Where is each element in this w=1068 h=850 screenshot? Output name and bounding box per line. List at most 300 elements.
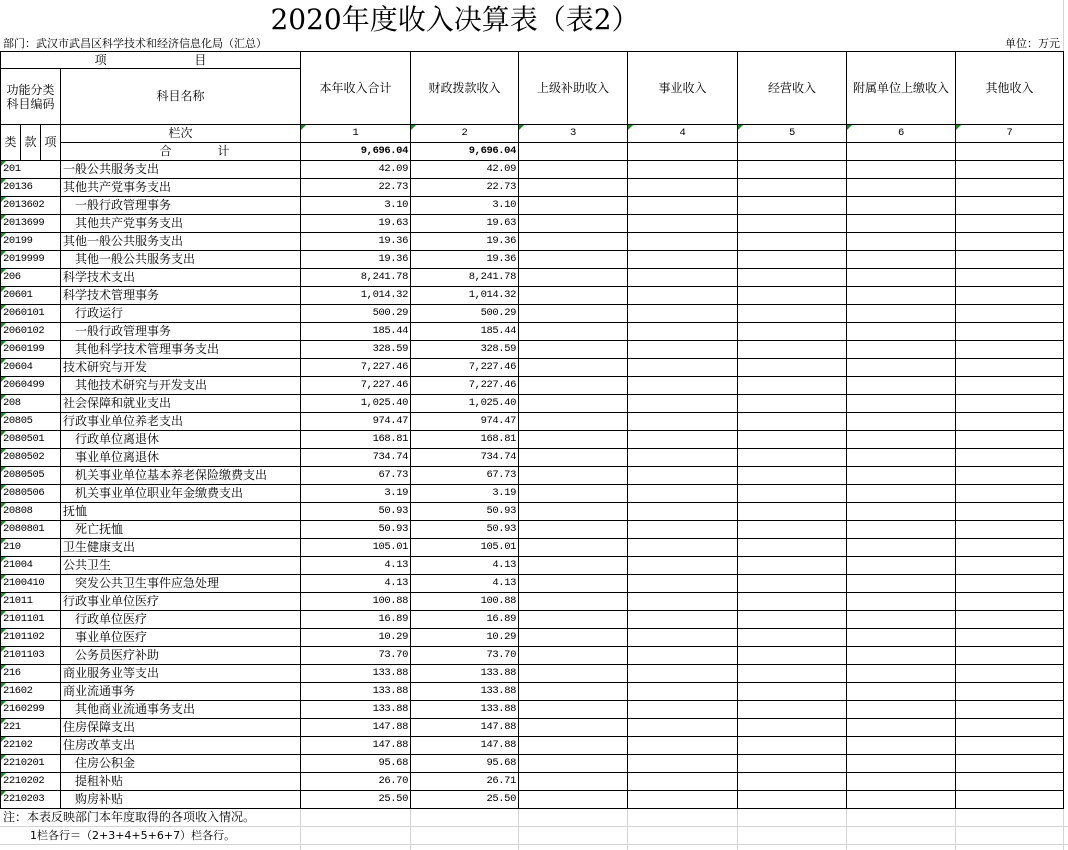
amount-cell[interactable] (628, 755, 738, 773)
amount-cell[interactable] (628, 593, 738, 611)
amount-cell[interactable] (628, 719, 738, 737)
amount-cell[interactable]: 42.09 (301, 161, 411, 179)
unit-label[interactable]: 单位：万元 (1005, 37, 1060, 50)
amount-cell[interactable] (628, 773, 738, 791)
amount-cell[interactable]: 42.09 (411, 161, 519, 179)
amount-cell[interactable] (738, 683, 847, 701)
amount-cell[interactable]: 974.47 (301, 413, 411, 431)
amount-cell[interactable] (847, 197, 956, 215)
amount-cell[interactable] (519, 737, 628, 755)
subject-name-cell[interactable]: 其他技术研究与开发支出 (61, 377, 301, 395)
subject-code-cell[interactable]: 2080501 (1, 431, 61, 449)
function-code-header-cell[interactable]: 功能分类科目编码 (1, 69, 61, 125)
amount-cell[interactable] (956, 323, 1064, 341)
amount-cell[interactable] (847, 179, 956, 197)
subject-code-cell[interactable]: 21011 (1, 593, 61, 611)
amount-cell[interactable] (628, 449, 738, 467)
amount-cell[interactable] (956, 233, 1064, 251)
amount-cell[interactable]: 8,241.78 (411, 269, 519, 287)
amount-cell[interactable] (738, 413, 847, 431)
column-index-label-cell[interactable]: 栏次 (61, 125, 301, 143)
amount-cell[interactable] (519, 449, 628, 467)
amount-cell[interactable] (956, 467, 1064, 485)
amount-cell[interactable] (519, 431, 628, 449)
amount-cell[interactable] (738, 521, 847, 539)
amount-cell[interactable]: 147.88 (301, 737, 411, 755)
amount-cell[interactable] (956, 647, 1064, 665)
amount-cell[interactable] (956, 197, 1064, 215)
amount-cell[interactable] (956, 161, 1064, 179)
subject-code-cell[interactable]: 20199 (1, 233, 61, 251)
amount-cell[interactable] (519, 575, 628, 593)
column-number-cell[interactable]: 3 (519, 125, 628, 143)
amount-cell[interactable]: 3.10 (411, 197, 519, 215)
subject-name-cell[interactable]: 抚恤 (61, 503, 301, 521)
subject-code-cell[interactable]: 2210203 (1, 791, 61, 809)
page-title[interactable]: 2020年度收入决算表（表2） (270, 3, 640, 36)
subject-code-cell[interactable]: 210 (1, 539, 61, 557)
amount-cell[interactable] (628, 647, 738, 665)
subject-code-cell[interactable]: 21004 (1, 557, 61, 575)
subject-code-cell[interactable]: 20601 (1, 287, 61, 305)
amount-cell[interactable] (519, 305, 628, 323)
column-number-cell[interactable]: 5 (738, 125, 847, 143)
subject-code-cell[interactable]: 2101102 (1, 629, 61, 647)
amount-cell[interactable]: 100.88 (411, 593, 519, 611)
amount-cell[interactable] (956, 503, 1064, 521)
amount-cell[interactable]: 16.89 (411, 611, 519, 629)
subject-code-cell[interactable]: 2013602 (1, 197, 61, 215)
subject-name-cell[interactable]: 卫生健康支出 (61, 539, 301, 557)
amount-cell[interactable]: 19.36 (411, 251, 519, 269)
amount-cell[interactable] (956, 485, 1064, 503)
subject-name-cell[interactable]: 机关事业单位职业年金缴费支出 (61, 485, 301, 503)
amount-cell[interactable] (519, 521, 628, 539)
subject-code-cell[interactable]: 2060199 (1, 341, 61, 359)
amount-cell[interactable]: 105.01 (301, 539, 411, 557)
amount-cell[interactable]: 50.93 (301, 503, 411, 521)
amount-cell[interactable]: 95.68 (301, 755, 411, 773)
amount-cell[interactable] (738, 737, 847, 755)
amount-cell[interactable] (847, 485, 956, 503)
amount-cell[interactable] (956, 179, 1064, 197)
total-value-cell[interactable]: 9,696.04 (411, 143, 519, 161)
amount-cell[interactable] (519, 611, 628, 629)
amount-cell[interactable] (519, 755, 628, 773)
amount-cell[interactable]: 133.88 (301, 665, 411, 683)
column-number-cell[interactable]: 2 (411, 125, 519, 143)
total-value-cell[interactable] (628, 143, 738, 161)
amount-cell[interactable]: 7,227.46 (301, 359, 411, 377)
subject-name-cell[interactable]: 商业服务业等支出 (61, 665, 301, 683)
amount-cell[interactable]: 133.88 (411, 683, 519, 701)
amount-cell[interactable] (738, 791, 847, 809)
amount-cell[interactable] (519, 341, 628, 359)
subject-code-cell[interactable]: 2080506 (1, 485, 61, 503)
amount-cell[interactable] (738, 665, 847, 683)
amount-cell[interactable] (738, 215, 847, 233)
subject-code-cell[interactable]: 20136 (1, 179, 61, 197)
amount-cell[interactable] (956, 539, 1064, 557)
amount-cell[interactable] (847, 251, 956, 269)
amount-cell[interactable] (628, 611, 738, 629)
amount-cell[interactable] (847, 557, 956, 575)
amount-cell[interactable] (738, 629, 847, 647)
amount-cell[interactable] (628, 161, 738, 179)
subject-code-cell[interactable]: 2210202 (1, 773, 61, 791)
amount-cell[interactable] (628, 701, 738, 719)
amount-cell[interactable]: 185.44 (411, 323, 519, 341)
amount-cell[interactable] (847, 413, 956, 431)
amount-cell[interactable] (956, 755, 1064, 773)
amount-cell[interactable] (519, 503, 628, 521)
amount-cell[interactable]: 19.63 (411, 215, 519, 233)
total-value-cell[interactable] (738, 143, 847, 161)
amount-cell[interactable] (956, 629, 1064, 647)
amount-cell[interactable] (628, 269, 738, 287)
amount-cell[interactable] (847, 629, 956, 647)
amount-cell[interactable] (956, 449, 1064, 467)
category-header-cell[interactable]: 类 (1, 125, 21, 161)
total-value-cell[interactable] (956, 143, 1064, 161)
amount-cell[interactable]: 26.70 (301, 773, 411, 791)
amount-cell[interactable] (847, 539, 956, 557)
amount-cell[interactable] (847, 341, 956, 359)
amount-cell[interactable]: 974.47 (411, 413, 519, 431)
amount-cell[interactable]: 25.50 (411, 791, 519, 809)
amount-cell[interactable]: 50.93 (411, 521, 519, 539)
amount-cell[interactable] (847, 701, 956, 719)
amount-cell[interactable]: 50.93 (411, 503, 519, 521)
amount-cell[interactable] (956, 431, 1064, 449)
amount-cell[interactable] (519, 557, 628, 575)
amount-cell[interactable]: 50.93 (301, 521, 411, 539)
amount-cell[interactable] (628, 737, 738, 755)
amount-cell[interactable]: 1,014.32 (411, 287, 519, 305)
subject-code-cell[interactable]: 2080801 (1, 521, 61, 539)
item-header-cell[interactable]: 项 (41, 125, 61, 161)
amount-cell[interactable] (956, 269, 1064, 287)
amount-cell[interactable] (956, 413, 1064, 431)
subject-name-cell[interactable]: 其他共产党事务支出 (61, 215, 301, 233)
amount-cell[interactable] (956, 737, 1064, 755)
amount-cell[interactable]: 168.81 (411, 431, 519, 449)
amount-cell[interactable] (519, 665, 628, 683)
amount-cell[interactable]: 100.88 (301, 593, 411, 611)
amount-cell[interactable]: 1,025.40 (301, 395, 411, 413)
subject-code-cell[interactable]: 20604 (1, 359, 61, 377)
amount-cell[interactable] (628, 305, 738, 323)
amount-cell[interactable] (628, 413, 738, 431)
amount-cell[interactable]: 3.10 (301, 197, 411, 215)
amount-cell[interactable] (738, 755, 847, 773)
amount-cell[interactable] (956, 575, 1064, 593)
amount-cell[interactable] (628, 359, 738, 377)
subject-name-cell[interactable]: 一般行政管理事务 (61, 197, 301, 215)
amount-cell[interactable]: 734.74 (301, 449, 411, 467)
amount-cell[interactable] (628, 665, 738, 683)
amount-cell[interactable]: 185.44 (301, 323, 411, 341)
amount-cell[interactable] (519, 485, 628, 503)
amount-cell[interactable]: 133.88 (301, 683, 411, 701)
amount-cell[interactable] (738, 449, 847, 467)
amount-cell[interactable] (956, 701, 1064, 719)
subject-name-cell[interactable]: 公共卫生 (61, 557, 301, 575)
amount-cell[interactable]: 19.36 (411, 233, 519, 251)
amount-cell[interactable] (847, 521, 956, 539)
amount-cell[interactable]: 19.63 (301, 215, 411, 233)
amount-cell[interactable] (956, 593, 1064, 611)
amount-cell[interactable]: 105.01 (411, 539, 519, 557)
amount-cell[interactable] (847, 467, 956, 485)
amount-cell[interactable] (519, 701, 628, 719)
amount-cell[interactable] (738, 647, 847, 665)
amount-cell[interactable] (956, 341, 1064, 359)
subject-code-cell[interactable]: 208 (1, 395, 61, 413)
amount-cell[interactable] (847, 287, 956, 305)
total-label-cell[interactable]: 合 计 (61, 143, 301, 161)
subject-code-cell[interactable]: 2100410 (1, 575, 61, 593)
amount-cell[interactable]: 10.29 (301, 629, 411, 647)
amount-cell[interactable] (956, 791, 1064, 809)
amount-cell[interactable] (847, 773, 956, 791)
column-number-cell[interactable]: 4 (628, 125, 738, 143)
subject-name-cell[interactable]: 住房改革支出 (61, 737, 301, 755)
amount-cell[interactable]: 4.13 (411, 557, 519, 575)
amount-cell[interactable] (738, 557, 847, 575)
column-header-affiliated-remittance[interactable]: 附属单位上缴收入 (847, 52, 956, 125)
amount-cell[interactable] (738, 611, 847, 629)
amount-cell[interactable] (628, 323, 738, 341)
amount-cell[interactable] (847, 305, 956, 323)
amount-cell[interactable] (628, 485, 738, 503)
amount-cell[interactable] (519, 593, 628, 611)
amount-cell[interactable] (738, 251, 847, 269)
amount-cell[interactable]: 8,241.78 (301, 269, 411, 287)
amount-cell[interactable] (738, 179, 847, 197)
amount-cell[interactable] (519, 179, 628, 197)
amount-cell[interactable] (628, 251, 738, 269)
amount-cell[interactable] (956, 773, 1064, 791)
amount-cell[interactable] (738, 269, 847, 287)
amount-cell[interactable] (628, 395, 738, 413)
amount-cell[interactable]: 7,227.46 (411, 377, 519, 395)
amount-cell[interactable] (847, 377, 956, 395)
amount-cell[interactable] (847, 755, 956, 773)
subject-code-cell[interactable]: 201 (1, 161, 61, 179)
amount-cell[interactable] (628, 575, 738, 593)
amount-cell[interactable] (956, 665, 1064, 683)
subject-code-cell[interactable]: 2160299 (1, 701, 61, 719)
amount-cell[interactable]: 16.89 (301, 611, 411, 629)
column-number-cell[interactable]: 1 (301, 125, 411, 143)
amount-cell[interactable]: 25.50 (301, 791, 411, 809)
amount-cell[interactable]: 22.73 (301, 179, 411, 197)
amount-cell[interactable] (738, 359, 847, 377)
subject-name-cell[interactable]: 一般公共服务支出 (61, 161, 301, 179)
subject-name-cell[interactable]: 突发公共卫生事件应急处理 (61, 575, 301, 593)
subject-name-cell[interactable]: 死亡抚恤 (61, 521, 301, 539)
subject-code-cell[interactable]: 2080502 (1, 449, 61, 467)
amount-cell[interactable] (847, 359, 956, 377)
subject-name-cell[interactable]: 其他商业流通事务支出 (61, 701, 301, 719)
amount-cell[interactable]: 734.74 (411, 449, 519, 467)
amount-cell[interactable] (956, 251, 1064, 269)
column-number-cell[interactable]: 6 (847, 125, 956, 143)
amount-cell[interactable]: 4.13 (301, 575, 411, 593)
amount-cell[interactable] (956, 359, 1064, 377)
amount-cell[interactable] (847, 719, 956, 737)
subject-name-cell[interactable]: 机关事业单位基本养老保险缴费支出 (61, 467, 301, 485)
subject-code-cell[interactable]: 20808 (1, 503, 61, 521)
amount-cell[interactable]: 3.19 (411, 485, 519, 503)
amount-cell[interactable] (956, 287, 1064, 305)
amount-cell[interactable] (956, 215, 1064, 233)
amount-cell[interactable] (847, 737, 956, 755)
subject-name-cell[interactable]: 行政单位离退休 (61, 431, 301, 449)
column-header-superior-subsidy[interactable]: 上级补助收入 (519, 52, 628, 125)
subject-name-cell[interactable]: 事业单位离退休 (61, 449, 301, 467)
amount-cell[interactable]: 147.88 (411, 737, 519, 755)
amount-cell[interactable]: 7,227.46 (411, 359, 519, 377)
amount-cell[interactable] (519, 467, 628, 485)
department-label[interactable]: 部门：武汉市武昌区科学技术和经济信息化局（汇总） (3, 37, 267, 50)
subject-code-cell[interactable]: 206 (1, 269, 61, 287)
amount-cell[interactable] (519, 161, 628, 179)
amount-cell[interactable] (956, 377, 1064, 395)
subject-code-cell[interactable]: 20805 (1, 413, 61, 431)
amount-cell[interactable] (519, 359, 628, 377)
subject-name-cell[interactable]: 公务员医疗补助 (61, 647, 301, 665)
amount-cell[interactable]: 500.29 (411, 305, 519, 323)
amount-cell[interactable] (519, 233, 628, 251)
amount-cell[interactable] (519, 377, 628, 395)
amount-cell[interactable]: 22.73 (411, 179, 519, 197)
amount-cell[interactable] (847, 647, 956, 665)
amount-cell[interactable]: 73.70 (301, 647, 411, 665)
subject-code-cell[interactable]: 2019999 (1, 251, 61, 269)
amount-cell[interactable] (956, 719, 1064, 737)
subject-code-cell[interactable]: 2060102 (1, 323, 61, 341)
amount-cell[interactable] (847, 503, 956, 521)
amount-cell[interactable] (738, 773, 847, 791)
table-note[interactable]: 注：本表反映部门本年度取得的各项收入情况。 (3, 810, 256, 824)
amount-cell[interactable] (738, 377, 847, 395)
subject-name-cell[interactable]: 社会保障和就业支出 (61, 395, 301, 413)
amount-cell[interactable] (956, 683, 1064, 701)
total-value-cell[interactable]: 9,696.04 (301, 143, 411, 161)
subject-name-cell[interactable]: 行政事业单位医疗 (61, 593, 301, 611)
subject-name-cell[interactable]: 行政单位医疗 (61, 611, 301, 629)
subject-code-cell[interactable]: 2013699 (1, 215, 61, 233)
amount-cell[interactable] (956, 305, 1064, 323)
amount-cell[interactable] (738, 233, 847, 251)
column-number-cell[interactable]: 7 (956, 125, 1064, 143)
amount-cell[interactable] (628, 233, 738, 251)
amount-cell[interactable]: 1,025.40 (411, 395, 519, 413)
amount-cell[interactable]: 73.70 (411, 647, 519, 665)
amount-cell[interactable] (628, 521, 738, 539)
subject-code-cell[interactable]: 2080505 (1, 467, 61, 485)
amount-cell[interactable] (628, 197, 738, 215)
amount-cell[interactable] (628, 683, 738, 701)
subject-name-cell[interactable]: 事业单位医疗 (61, 629, 301, 647)
subject-name-cell[interactable]: 住房公积金 (61, 755, 301, 773)
amount-cell[interactable]: 328.59 (301, 341, 411, 359)
amount-cell[interactable] (628, 791, 738, 809)
subject-name-cell[interactable]: 其他共产党事务支出 (61, 179, 301, 197)
amount-cell[interactable] (738, 395, 847, 413)
section-header-cell[interactable]: 款 (21, 125, 41, 161)
amount-cell[interactable] (628, 341, 738, 359)
column-header-business-income[interactable]: 事业收入 (628, 52, 738, 125)
amount-cell[interactable]: 3.19 (301, 485, 411, 503)
amount-cell[interactable]: 328.59 (411, 341, 519, 359)
amount-cell[interactable] (738, 341, 847, 359)
amount-cell[interactable]: 133.88 (411, 701, 519, 719)
amount-cell[interactable] (628, 467, 738, 485)
column-header-fiscal-appropriation[interactable]: 财政拨款收入 (411, 52, 519, 125)
amount-cell[interactable] (519, 629, 628, 647)
subject-name-cell[interactable]: 其他科学技术管理事务支出 (61, 341, 301, 359)
amount-cell[interactable] (738, 719, 847, 737)
amount-cell[interactable] (847, 233, 956, 251)
amount-cell[interactable] (519, 287, 628, 305)
column-header-other-income[interactable]: 其他收入 (956, 52, 1064, 125)
subject-name-cell[interactable]: 技术研究与开发 (61, 359, 301, 377)
subject-name-cell[interactable]: 其他一般公共服务支出 (61, 251, 301, 269)
amount-cell[interactable] (519, 683, 628, 701)
subject-name-cell[interactable]: 行政运行 (61, 305, 301, 323)
amount-cell[interactable]: 168.81 (301, 431, 411, 449)
amount-cell[interactable] (738, 431, 847, 449)
amount-cell[interactable] (519, 647, 628, 665)
amount-cell[interactable] (738, 701, 847, 719)
amount-cell[interactable] (847, 665, 956, 683)
subject-name-cell[interactable]: 商业流通事务 (61, 683, 301, 701)
project-header-cell[interactable]: 项 目 (1, 52, 301, 69)
subject-code-cell[interactable]: 2060499 (1, 377, 61, 395)
amount-cell[interactable]: 133.88 (301, 701, 411, 719)
amount-cell[interactable] (847, 269, 956, 287)
amount-cell[interactable] (738, 467, 847, 485)
amount-cell[interactable]: 26.71 (411, 773, 519, 791)
amount-cell[interactable] (847, 431, 956, 449)
amount-cell[interactable] (738, 539, 847, 557)
amount-cell[interactable] (956, 521, 1064, 539)
amount-cell[interactable] (847, 791, 956, 809)
amount-cell[interactable] (738, 503, 847, 521)
amount-cell[interactable]: 67.73 (301, 467, 411, 485)
amount-cell[interactable] (628, 215, 738, 233)
amount-cell[interactable]: 1,014.32 (301, 287, 411, 305)
amount-cell[interactable] (519, 197, 628, 215)
amount-cell[interactable]: 4.13 (301, 557, 411, 575)
amount-cell[interactable] (628, 287, 738, 305)
subject-name-cell[interactable]: 科学技术管理事务 (61, 287, 301, 305)
amount-cell[interactable] (847, 611, 956, 629)
amount-cell[interactable] (519, 215, 628, 233)
subject-code-cell[interactable]: 221 (1, 719, 61, 737)
subject-code-cell[interactable]: 2101101 (1, 611, 61, 629)
amount-cell[interactable] (519, 269, 628, 287)
subject-code-cell[interactable]: 2210201 (1, 755, 61, 773)
amount-cell[interactable]: 7,227.46 (301, 377, 411, 395)
amount-cell[interactable] (738, 593, 847, 611)
subject-code-cell[interactable]: 2101103 (1, 647, 61, 665)
amount-cell[interactable] (519, 251, 628, 269)
amount-cell[interactable] (628, 431, 738, 449)
